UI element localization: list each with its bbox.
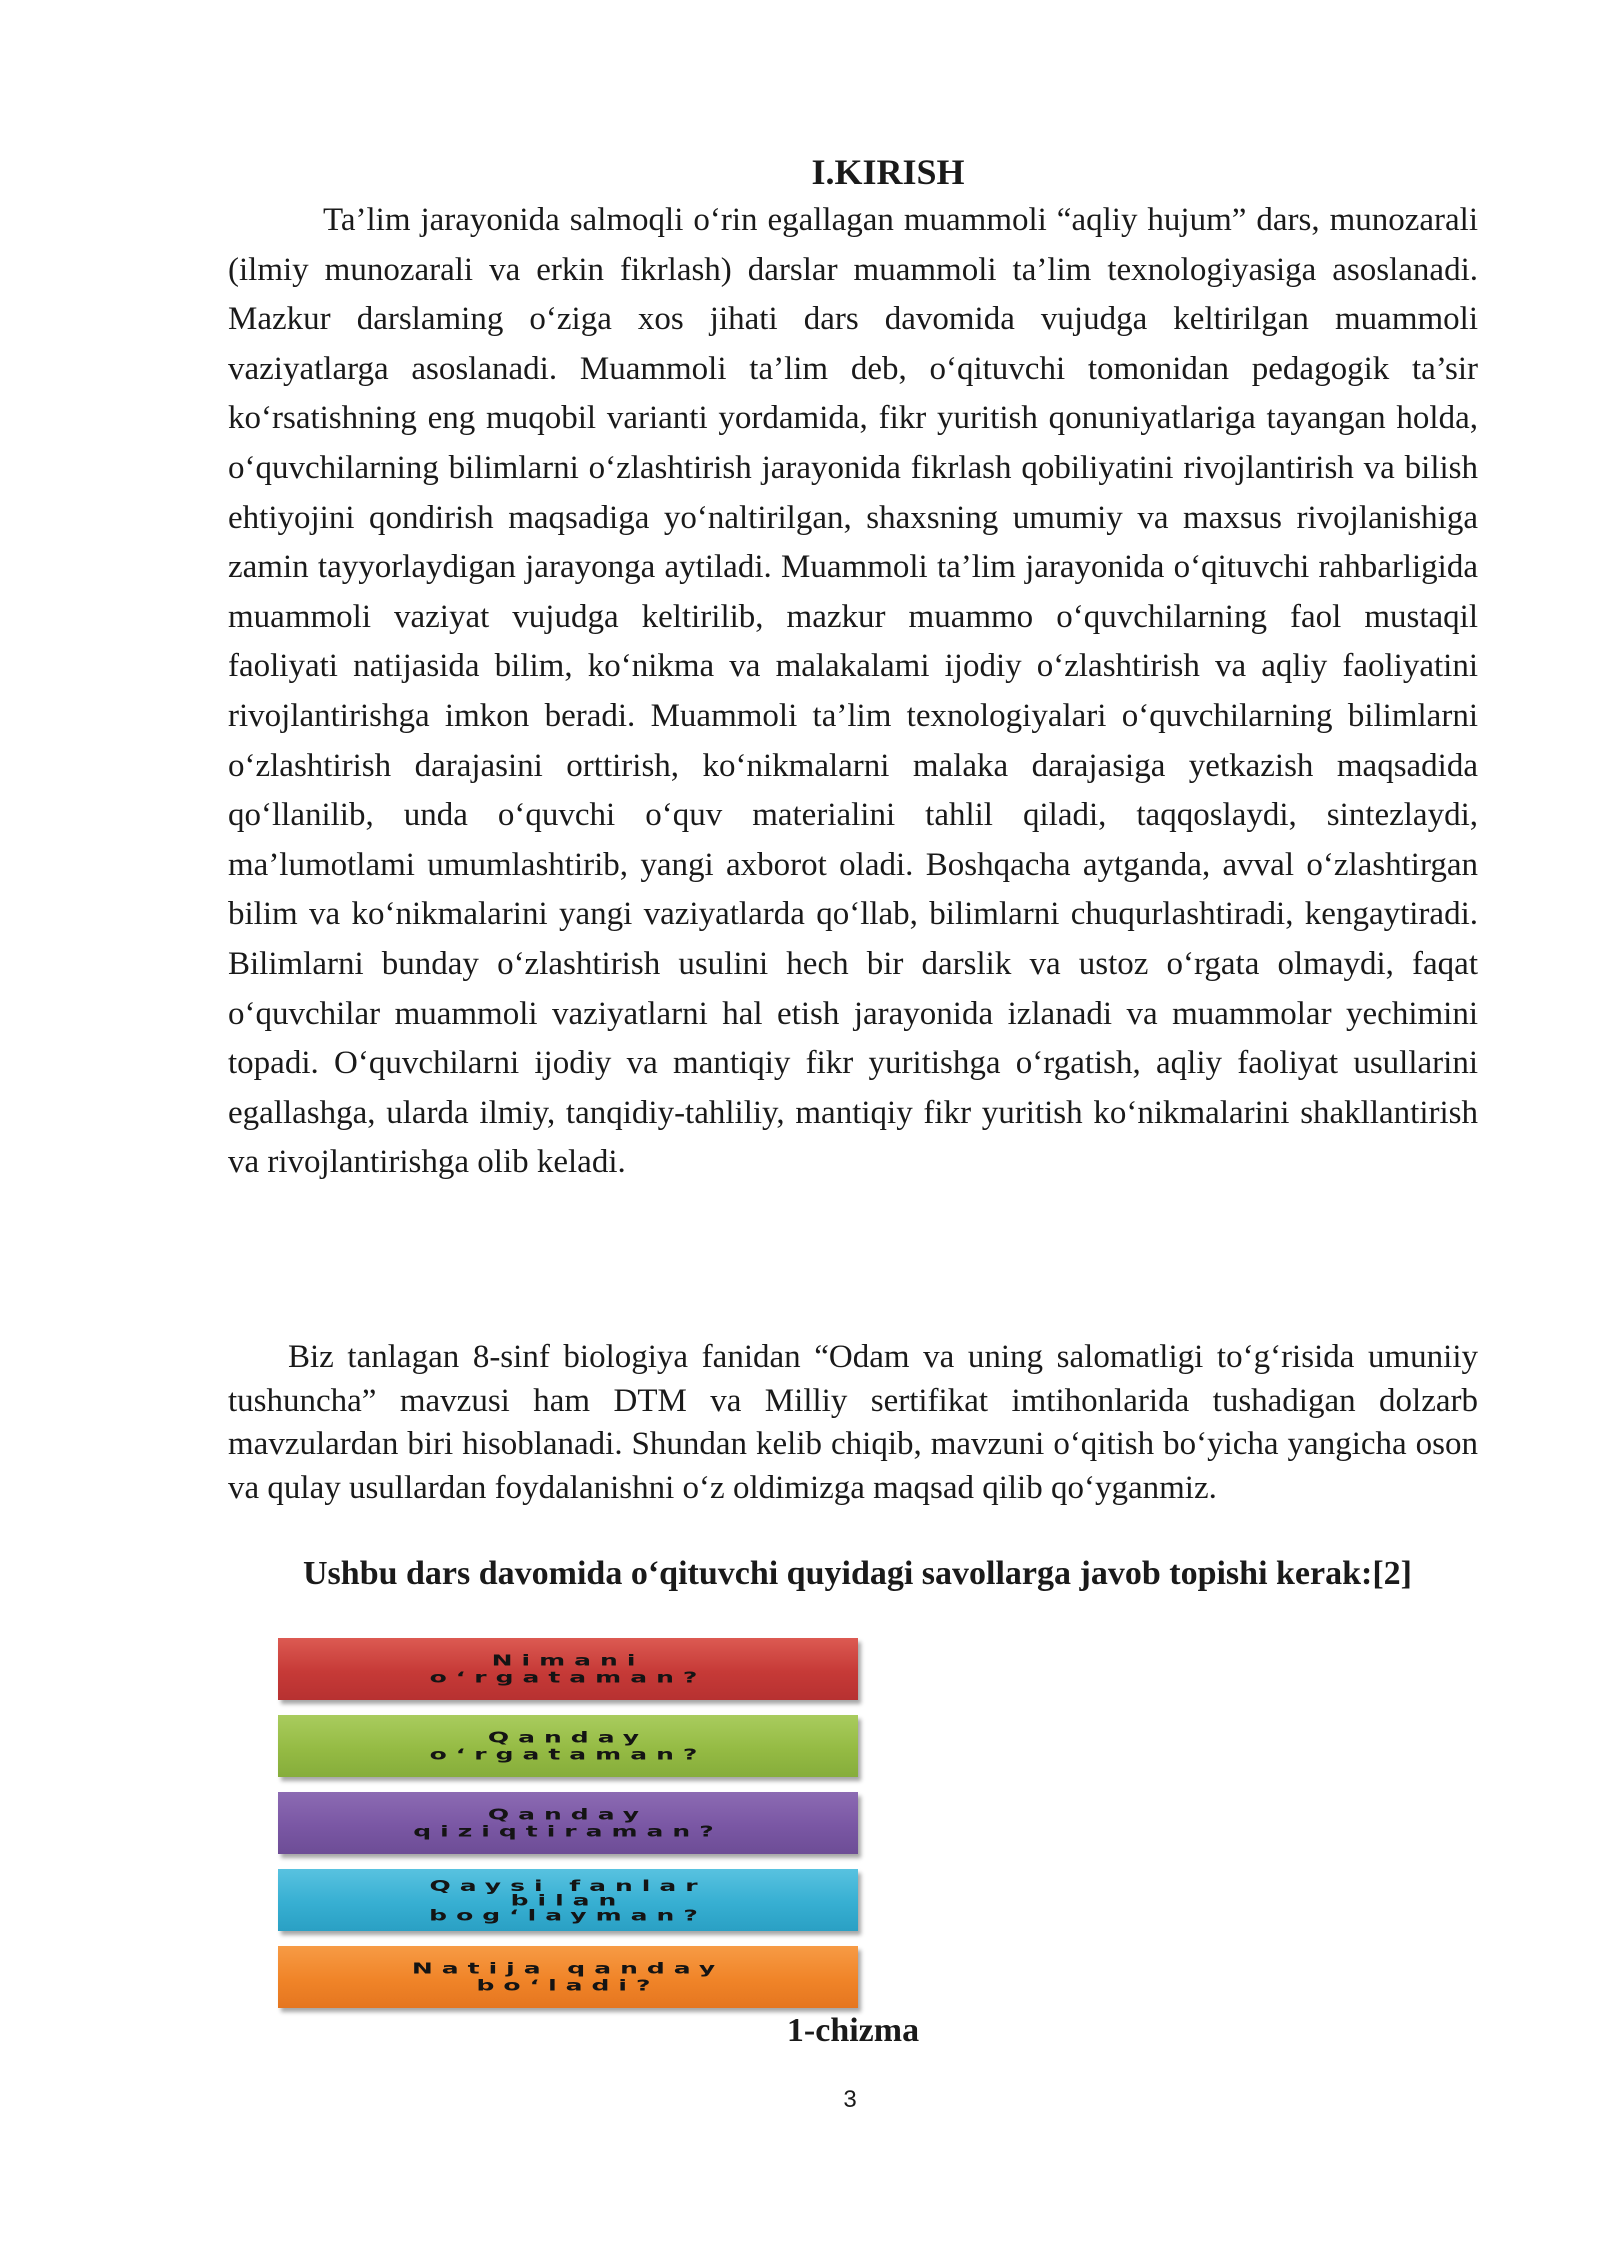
question-box-line: o‘rgataman? [429,1668,707,1687]
question-box-line: qiziqtiraman? [413,1822,723,1841]
question-box-line: Qanday [487,1805,649,1823]
page-number: 3 [843,2086,857,2113]
question-box-which-subjects [278,1869,858,1931]
question-box-line: Nimani [491,1651,645,1669]
question-box-how-to-teach [278,1715,858,1777]
questions-diagram [278,1638,858,2023]
question-box-line: bog‘layman? [429,1905,707,1924]
questions-intro-paragraph: Ushbu dars davomida o‘qituvchi quyidagi savollarga javob topishi kerak:[2] [303,1555,1412,1592]
section-heading: I.KIRISH [811,152,965,192]
question-box-what-to-teach [278,1638,858,1700]
question-box-line: bo‘ladi? [476,1976,660,1995]
question-box-line: Natija qanday [411,1959,725,1977]
intro-paragraph: Ta’lim jarayonida salmoqli o‘rin egallagan muammoli “aqliy hujum” dars, munozarali (ilmiy munozarali va erkin fikrlash) darslar muammoli ta’lim texnologiyasiga asoslanadi. Mazkur darslaming o‘ziga xos jihati dars davomida vujudga keltirilgan muammoli vaziyatlarga asoslanadi. Muammoli ta’lim deb, o‘qituvchi tomonidan pedagogik ta’sir ko‘rsatishning eng muqobil varianti yordamida, fikr yuritish qonuniyatlariga tayangan holda, o‘quvchilarning bilimlarni o‘zlashtirish jarayonida fikrlash qobiliyatini rivojlantirish va bilish ehtiyojini qondirish maqsadiga yo‘naltirilgan, shaxsning umumiy va maxsus rivojlanishiga zamin tayyorlaydigan jarayonga aytiladi. Muammoli ta’lim jarayonida o‘qituvchi rahbarligida muammoli vaziyat vujudga keltirilib, mazkur muammo o‘quvchilarning faol mustaqil faoliyati natijasida bilim, ko‘nikma va malakalami ijodiy o‘zlashtirish va aqliy faoliyatini rivojlantirishga imkon beradi. Muammoli ta’lim texnologiyalari o‘quvchilarning bilimlarni o‘zlashtirish darajasini orttirish, ko‘nikmalarni malaka darajasiga yetkazish maqsadida qo‘llanilib, unda o‘quvchi o‘quv materialini tahlil qiladi, taqqoslaydi, sintezlaydi, ma’lumotlami umumlashtirib, yangi axborot oladi. Boshqacha aytganda, avval o‘zlashtirgan bilim va ko‘nikmalarini yangi vaziyatlarda qo‘llab, bilimlarni chuqurlashtiradi, kengaytiradi. Bilimlarni bunday o‘zlashtirish usulini hech bir darslik va ustoz o‘rgata olmaydi, faqat o‘quvchilar muammoli vaziyatlarni hal etish jarayonida izlanadi va muammolar yechimini topadi. O‘quvchilarni ijodiy va mantiqiy fikr yuritishga o‘rgatish, aqliy faoliyat usullarini egallashga, ularda ilmiy, tanqidiy-tahliliy, mantiqiy fikr yuritish ko‘nikmalarini shakllantirish va rivojlantirishga olib keladi. [228,202,1478,1181]
question-box-line: o‘rgataman? [429,1745,707,1764]
question-box-line: bilan [510,1891,626,1909]
question-box-line: Qanday [487,1728,649,1746]
topic-paragraph: Biz tanlagan 8-sinf biologiya fanidan “Odam va uning salomatligi to‘g‘risida umuniiy tushuncha” mavzusi ham DTM va Milliy sertifikat imtihonlarida tushadigan dolzarb mavzulardan biri hisoblanadi. Shundan kelib chiqib, mavzuni o‘qitish bo‘yicha yangicha oson va qulay usullardan foydalanishni o‘z oldimizga maqsad qilib qo‘yganmiz. [228,1339,1478,1506]
question-box-what-result [278,1946,858,2008]
question-box-line: Qaysi fanlar [429,1876,707,1895]
diagram-caption: 1-chizma [786,2012,920,2049]
question-box-how-to-interest [278,1792,858,1854]
